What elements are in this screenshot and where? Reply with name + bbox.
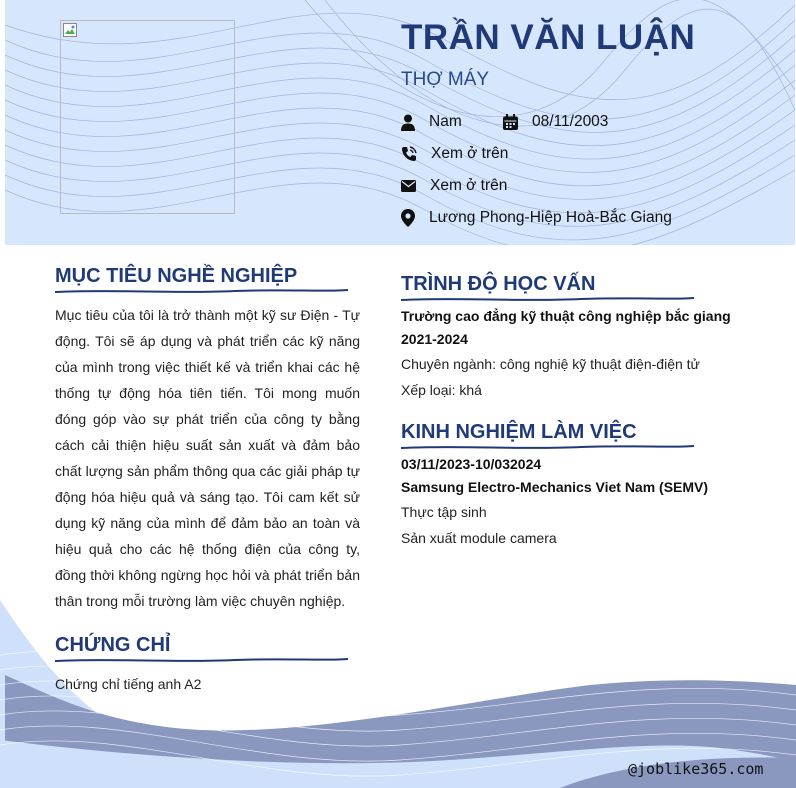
phone-row (401, 145, 508, 163)
education-school: Trường cao đẳng kỹ thuật công nghiệp bắc giang (401, 308, 731, 324)
location-pin-icon (401, 209, 415, 227)
experience-company: Samsung Electro-Mechanics Viet Nam (SEMV) (401, 479, 709, 495)
job-title: THỢ MÁY (401, 69, 490, 90)
calendar-icon (503, 114, 518, 130)
certificate-item: Chứng chỉ tiếng anh A2 (55, 676, 202, 692)
email-row (401, 177, 507, 195)
gender-value: Nam (429, 113, 462, 130)
objective-text: Mục tiêu của tôi là trở thành một kỹ sư Điện - Tự động. Tôi sẽ áp dụng và phát triển các kỹ năng của mình trong việc thiết kế và triển khai các hệ thống tự động hóa tiên tiến. Tôi mong muốn đóng góp vào sự phát triển của công ty bằng cách cải thiện hiệu suất sản xuất và đảm bảo chất lượng sản phẩm thông qua các giải pháp tự động hóa hiệu quả và sáng tạo. Tôi cam kết sử dụng kỹ năng của mình để đảm bảo an toàn và hiệu quả cho các hệ thống điện của công ty, đồng thời không ngừng học hỏi và phát triển bản thân trong mỗi trường làm việc chuyên nghiệp. (55, 307, 360, 609)
envelope-icon (401, 180, 416, 192)
birthdate-row (503, 113, 608, 131)
experience-role: Thực tập sinh (401, 504, 487, 520)
certificates-heading: CHỨNG CHỈ (55, 634, 171, 656)
profile-photo (60, 20, 235, 214)
address-row (401, 209, 672, 227)
broken-image-icon (63, 23, 77, 37)
candidate-name: TRẦN VĂN LUẬN (401, 18, 696, 57)
birthdate-value: 08/11/2003 (532, 113, 609, 130)
education-years: 2021-2024 (401, 331, 468, 347)
objective-heading: MỤC TIÊU NGHỀ NGHIỆP (55, 265, 298, 287)
education-rank: Xếp loại: khá (401, 382, 482, 398)
user-icon (401, 114, 415, 131)
phone-icon (401, 146, 417, 162)
phone-value: Xem ở trên (431, 145, 509, 162)
experience-period: 03/11/2023-10/032024 (401, 456, 542, 472)
education-heading: TRÌNH ĐỘ HỌC VẤN (401, 273, 596, 295)
address-value: Lương Phong-Hiệp Hoà-Bắc Giang (429, 209, 672, 226)
education-heading-underline (401, 295, 696, 303)
gender-row (401, 113, 462, 131)
certificates-heading-underline (55, 656, 350, 664)
experience-heading-underline (401, 443, 696, 451)
objective-heading-underline (55, 287, 350, 295)
education-major: Chuyên ngành: công nghiệ kỹ thuật điện-điện tử (401, 356, 700, 372)
email-value: Xem ở trên (430, 177, 508, 194)
watermark-text: @joblike365.com (628, 760, 764, 778)
experience-description: Sản xuất module camera (401, 530, 557, 546)
experience-heading: KINH NGHIỆM LÀM VIỆC (401, 421, 637, 443)
